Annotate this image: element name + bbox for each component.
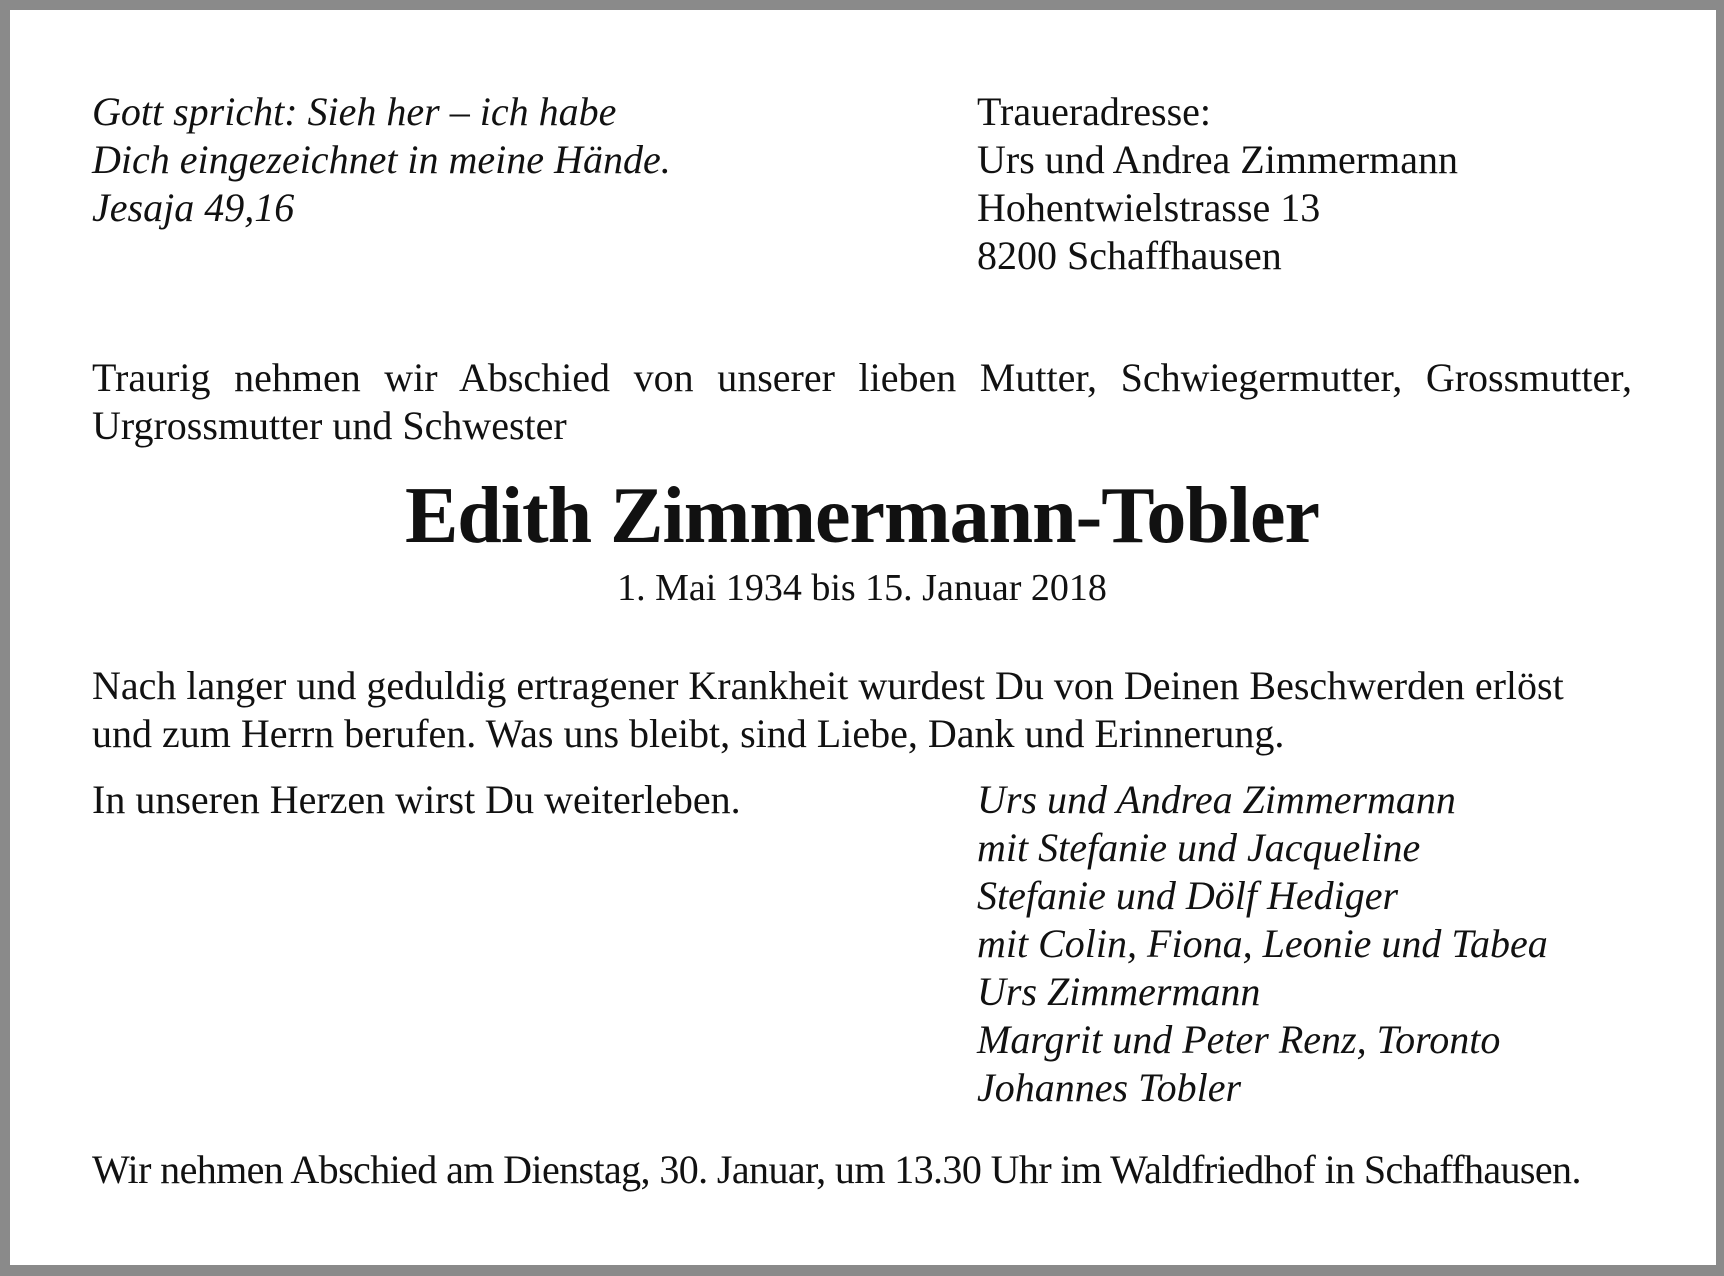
verse-line: Dich eingezeichnet in meine Hände. [92, 137, 671, 182]
intro-text: Traurig nehmen wir Abschied von unserer lieben Mutter, Schwiegermutter, Grossmutter, Urgrossmutter und Schwester [92, 355, 1632, 448]
mourner-line: Urs und Andrea Zimmermann [977, 777, 1456, 822]
mourner-line: Margrit und Peter Renz, Toronto [977, 1017, 1501, 1062]
address-heading: Traueradresse: [977, 89, 1212, 134]
ceremony-text: Wir nehmen Abschied am Dienstag, 30. Januar, um 13.30 Uhr im Waldfriedhof in Schaffhausen. [92, 1147, 1581, 1192]
deceased-name: Edith Zimmermann-Tobler [404, 472, 1320, 560]
address-city: 8200 Schaffhausen [977, 233, 1282, 278]
life-dates: 1. Mai 1934 bis 15. Januar 2018 [617, 567, 1107, 609]
mourner-line: mit Stefanie und Jacqueline [977, 825, 1421, 870]
mourners-list [977, 776, 1632, 1112]
address-name: Urs und Andrea Zimmermann [977, 137, 1458, 182]
mourners-row [92, 776, 1632, 1112]
bible-verse [92, 88, 977, 308]
address-street: Hohentwielstrasse 13 [977, 185, 1321, 230]
verse-line: Gott spricht: Sieh her – ich habe [92, 89, 617, 134]
message-text: Nach langer und geduldig ertragener Krankheit wurdest Du von Deinen Beschwerden erlöst und zum Herrn berufen. Was uns bleibt, sind Liebe, Dank und Erinnerung. [92, 663, 1564, 756]
mourner-line: Stefanie und Dölf Hediger [977, 873, 1399, 918]
verse-reference: Jesaja 49,16 [92, 185, 295, 230]
obituary-content [92, 88, 1632, 1194]
mourner-line: Johannes Tobler [977, 1065, 1242, 1110]
obituary-page [10, 10, 1716, 1265]
mourner-line: Urs Zimmermann [977, 969, 1261, 1014]
farewell-text: In unseren Herzen wirst Du weiterleben. [92, 777, 741, 822]
header-row [92, 88, 1632, 308]
mourning-address [977, 88, 1632, 308]
mourner-line: mit Colin, Fiona, Leonie und Tabea [977, 921, 1548, 966]
farewell-column [92, 776, 977, 1112]
